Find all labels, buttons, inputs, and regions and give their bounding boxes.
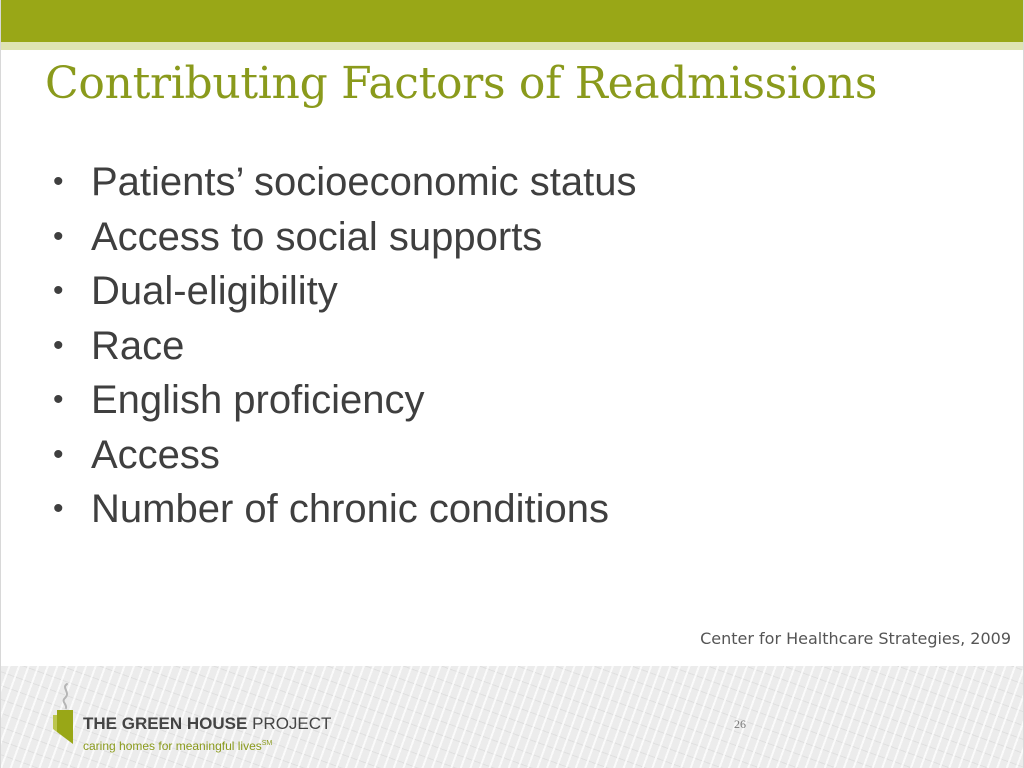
citation: Center for Healthcare Strategies, 2009	[700, 629, 1011, 648]
tagline-text: caring homes for meaningful lives	[83, 739, 262, 753]
bullet-dot-icon: •	[53, 383, 64, 416]
bullet-dot-icon: •	[53, 219, 64, 253]
top-accent-stripe	[1, 42, 1024, 50]
service-mark: SM	[261, 740, 273, 747]
list-item	[53, 264, 636, 319]
org-name	[83, 714, 331, 734]
page-number: 26	[734, 717, 746, 731]
org-name-light: PROJECT	[252, 714, 332, 733]
bullet-text: Race	[91, 323, 185, 368]
bullet-text: Dual-eligibility	[91, 269, 338, 313]
bullet-dot-icon: •	[53, 492, 64, 525]
bullet-text: Access	[91, 432, 220, 477]
list-item	[53, 155, 636, 210]
bullet-dot-icon: •	[53, 437, 64, 471]
list-item	[53, 428, 636, 483]
slide-title: Contributing Factors of Readmissions	[45, 58, 878, 109]
bullet-text: Access to social supports	[91, 214, 543, 259]
list-item	[53, 482, 636, 537]
house-chimney-logo-icon	[51, 682, 77, 746]
bullet-text: Number of chronic conditions	[91, 487, 610, 531]
bullet-text: English proficiency	[91, 378, 425, 422]
bullet-dot-icon: •	[53, 328, 64, 362]
list-item	[53, 319, 636, 374]
top-accent-bar	[1, 0, 1024, 42]
list-item	[53, 373, 636, 428]
bullet-text: Patients’ socioeconomic status	[91, 160, 637, 204]
bullet-dot-icon: •	[53, 274, 64, 307]
org-name-bold: THE GREEN HOUSE	[83, 714, 248, 733]
bullet-list	[53, 155, 636, 537]
org-tagline	[83, 737, 272, 753]
bullet-dot-icon: •	[53, 165, 64, 198]
list-item	[53, 210, 636, 265]
